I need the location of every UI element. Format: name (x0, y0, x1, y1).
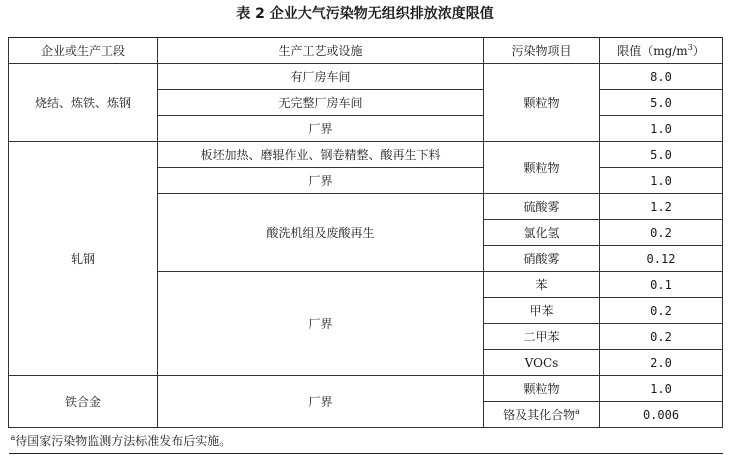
limit-cell: 0.2 (600, 298, 723, 324)
limit-cell: 1.0 (600, 116, 723, 142)
segment-ferroalloy: 铁合金 (9, 376, 158, 428)
header-limit-label: 限值（mg/m (617, 44, 688, 58)
pollutant-cell: 颗粒物 (484, 142, 600, 194)
limit-cell: 0.2 (600, 324, 723, 350)
process-cell: 有厂房车间 (158, 64, 484, 90)
limit-cell: 0.2 (600, 220, 723, 246)
pollutant-cell: 二甲苯 (484, 324, 600, 350)
pollutant-cell: 颗粒物 (484, 64, 600, 142)
segment-sinter: 烧结、炼铁、炼钢 (9, 64, 158, 142)
limit-cell: 2.0 (600, 350, 723, 376)
pollutant-cell: 甲苯 (484, 298, 600, 324)
limit-cell: 1.0 (600, 168, 723, 194)
header-limit-close: ） (692, 44, 705, 58)
process-cell: 厂界 (158, 376, 484, 428)
header-limit (600, 38, 723, 64)
footnote-text: 待国家污染物监测方法标准发布后实施。 (15, 434, 232, 448)
footnote-row (9, 428, 723, 454)
limit-cell: 5.0 (600, 142, 723, 168)
pollutant-cell: 硫酸雾 (484, 194, 600, 220)
emission-limits-table (8, 37, 723, 454)
footnote-marker: a (575, 407, 580, 416)
process-cell: 酸洗机组及废酸再生 (158, 194, 484, 272)
limit-cell: 0.12 (600, 246, 723, 272)
process-cell: 厂界 (158, 272, 484, 376)
process-cell: 无完整厂房车间 (158, 90, 484, 116)
header-row (9, 38, 723, 64)
pollutant-cell: 颗粒物 (484, 376, 600, 402)
limit-cell: 0.006 (600, 402, 723, 428)
footnote-mark: a (10, 433, 16, 442)
limit-cell: 8.0 (600, 64, 723, 90)
table-row (9, 64, 723, 90)
table-row (9, 142, 723, 168)
segment-rolling: 轧钢 (9, 142, 158, 376)
table-title: 表 2 企业大气污染物无组织排放浓度限值 (236, 6, 494, 22)
header-pollutant: 污染物项目 (484, 38, 600, 64)
table-row (9, 376, 723, 402)
header-limit-sup: 3 (687, 43, 693, 52)
pollutant-cell: 苯 (484, 272, 600, 298)
header-enterprise: 企业或生产工段 (9, 38, 158, 64)
pollutant-cell: 氯化氢 (484, 220, 600, 246)
process-cell: 板坯加热、磨辊作业、钢卷精整、酸再生下料 (158, 142, 484, 168)
header-process: 生产工艺或设施 (158, 38, 484, 64)
limit-cell: 0.1 (600, 272, 723, 298)
limit-cell: 1.0 (600, 376, 723, 402)
pollutant-cell: VOCs (484, 350, 600, 376)
limit-cell: 1.2 (600, 194, 723, 220)
footnote (9, 428, 723, 454)
pollutant-cell (484, 402, 600, 428)
pollutant-cell: 硝酸雾 (484, 246, 600, 272)
pollutant-label: 铬及其化合物 (503, 408, 576, 422)
process-cell: 厂界 (158, 168, 484, 194)
process-cell: 厂界 (158, 116, 484, 142)
limit-cell: 5.0 (600, 90, 723, 116)
